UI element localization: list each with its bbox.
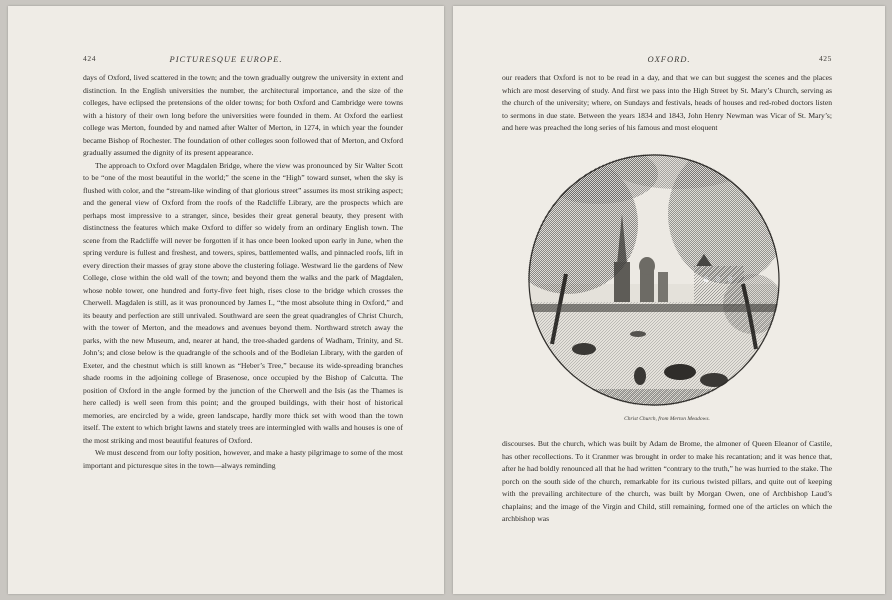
right-paragraph-1: our readers that Oxford is not to be read in a day, and that we can but suggest the scenes and the places which are most deserving of study. And first we pass into the High Street by St. Mary’s Church, serving as the church of the university; where, on Sundays and festivals, heads of houses and red-robed doctors listen to sermons in due state. Between the years 1834 and 1843, John Henry Newman was Vicar of St. Mary’s; and here was preached the long series of his famous and most eloquent	[502, 73, 832, 132]
right-page-number: 425	[818, 54, 832, 63]
left-page	[8, 6, 444, 594]
illustration-caption: Christ Church, from Merton Meadows.	[624, 416, 710, 422]
right-body-text-bottom	[502, 438, 832, 526]
engraving-drawing	[528, 154, 780, 406]
right-running-head	[453, 54, 885, 68]
left-running-title: PICTURESQUE EUROPE.	[169, 54, 283, 64]
right-page	[453, 6, 885, 594]
left-page-number: 424	[83, 54, 97, 63]
left-paragraph-3: We must descend from our lofty position, however, and make a hasty pilgrimage to some of the most important and picturesque sites in the town—always reminding	[83, 448, 403, 470]
left-running-head	[8, 54, 444, 68]
left-paragraph-2: The approach to Oxford over Magdalen Bridge, where the view was pronounced by Sir Walter Scott to be “one of the most beautiful in the world;” the scene in the “High” toward sunset, when the sky is flushed with color, and the “stream-like winding of that glorious street” assumes its most striking aspect; and the general view of Oxford from the roofs of the Radcliffe Library, are the prospects which are perhaps most impressive to a stranger, since, besides their great general beauty, they present with distinctness the features which make Oxford to differ so widely from an ordinary English town. The scene from the Radcliffe will never be forgotten if it has once been looked upon early in June, when the spring verdure is fullest and freshest, and towers, spires, battlemented walls, and pinnacled roofs, lift in every direction their masses of gray stone above the clustering foliage. Westward lie the gardens of New College, close within the old wall of the town; and beyond them the walks and the park of Magdalen, whose noble tower, one hundred and forty-five feet high, rises close to the bridge which crosses the Cherwell. Magdalen is still, as it was pronounced by James I., “the most absolute thing in Oxford,” and its beauty and perfection are still unrivaled. Southward are seen the great quadrangles of Christ Church, with the tower of Merton, and the meadows and avenues beyond them. Northward stretch away the parks, with the new Museum, and, nearer at hand, the tree-shaded gardens of Wadham, Trinity, and St. John’s; and close below is the quadrangle of the schools and of the Bodleian Library, with the garden of Exeter, and the chestnut which is still known as “Heber’s Tree,” because its wide-spreading branches shade rooms in the adjoining college of Brasenose, once occupied by the Bishop of Calcutta. The position of Oxford in the angle formed by the junction of the Cherwell and the Isis (as the Thames is here called) is well seen from this point; and the grouped buildings, with their host of historical memories, are encircled by a wide, green landscape, hardly more thick set with wood than the town itself. The extent to which bright lawns and stately trees are intermingled with walls and houses is one of the most striking and most beautiful features of Oxford.	[83, 160, 403, 445]
right-running-title: OXFORD.	[647, 54, 691, 64]
left-body-text	[83, 72, 403, 472]
right-body-text-top	[502, 72, 832, 135]
right-paragraph-2: discourses. But the church, which was built by Adam de Brome, the almoner of Queen Eleanor of Castile, has other recollections. To it Cranmer was brought in order to make his recantation; and it was hence that, after he had boldly renounced all that he had written “contrary to the truth,” he was hurried to the stake. The porch on the south side of the church, remarkable for its curious twisted pillars, and quite out of keeping with the prevailing architecture of the church, was built by Morgan Owen, one of Archbishop Laud’s chaplains; and the image of the Virgin and Child, still remaining, formed one of the articles on which the archbishop was	[502, 439, 832, 523]
left-paragraph-1: days of Oxford, lived scattered in the town; and the town gradually outgrew the university in extent and distinction. In the English universities the number, the architectural importance, and the size of the colleges, have eclipsed the pretensions of the older towns; for both Oxford and Cambridge were towns with a history of their own long before the universities were founded in them. At Oxford the earliest college was Merton, founded by and named after Walter of Merton, in 1274, in which year the founder became Bishop of Rochester. The foundation of other colleges soon followed that of Merton, and Oxford gradually assumed the dignity of its present appearance.	[83, 73, 403, 157]
christ-church-engraving	[528, 154, 780, 406]
